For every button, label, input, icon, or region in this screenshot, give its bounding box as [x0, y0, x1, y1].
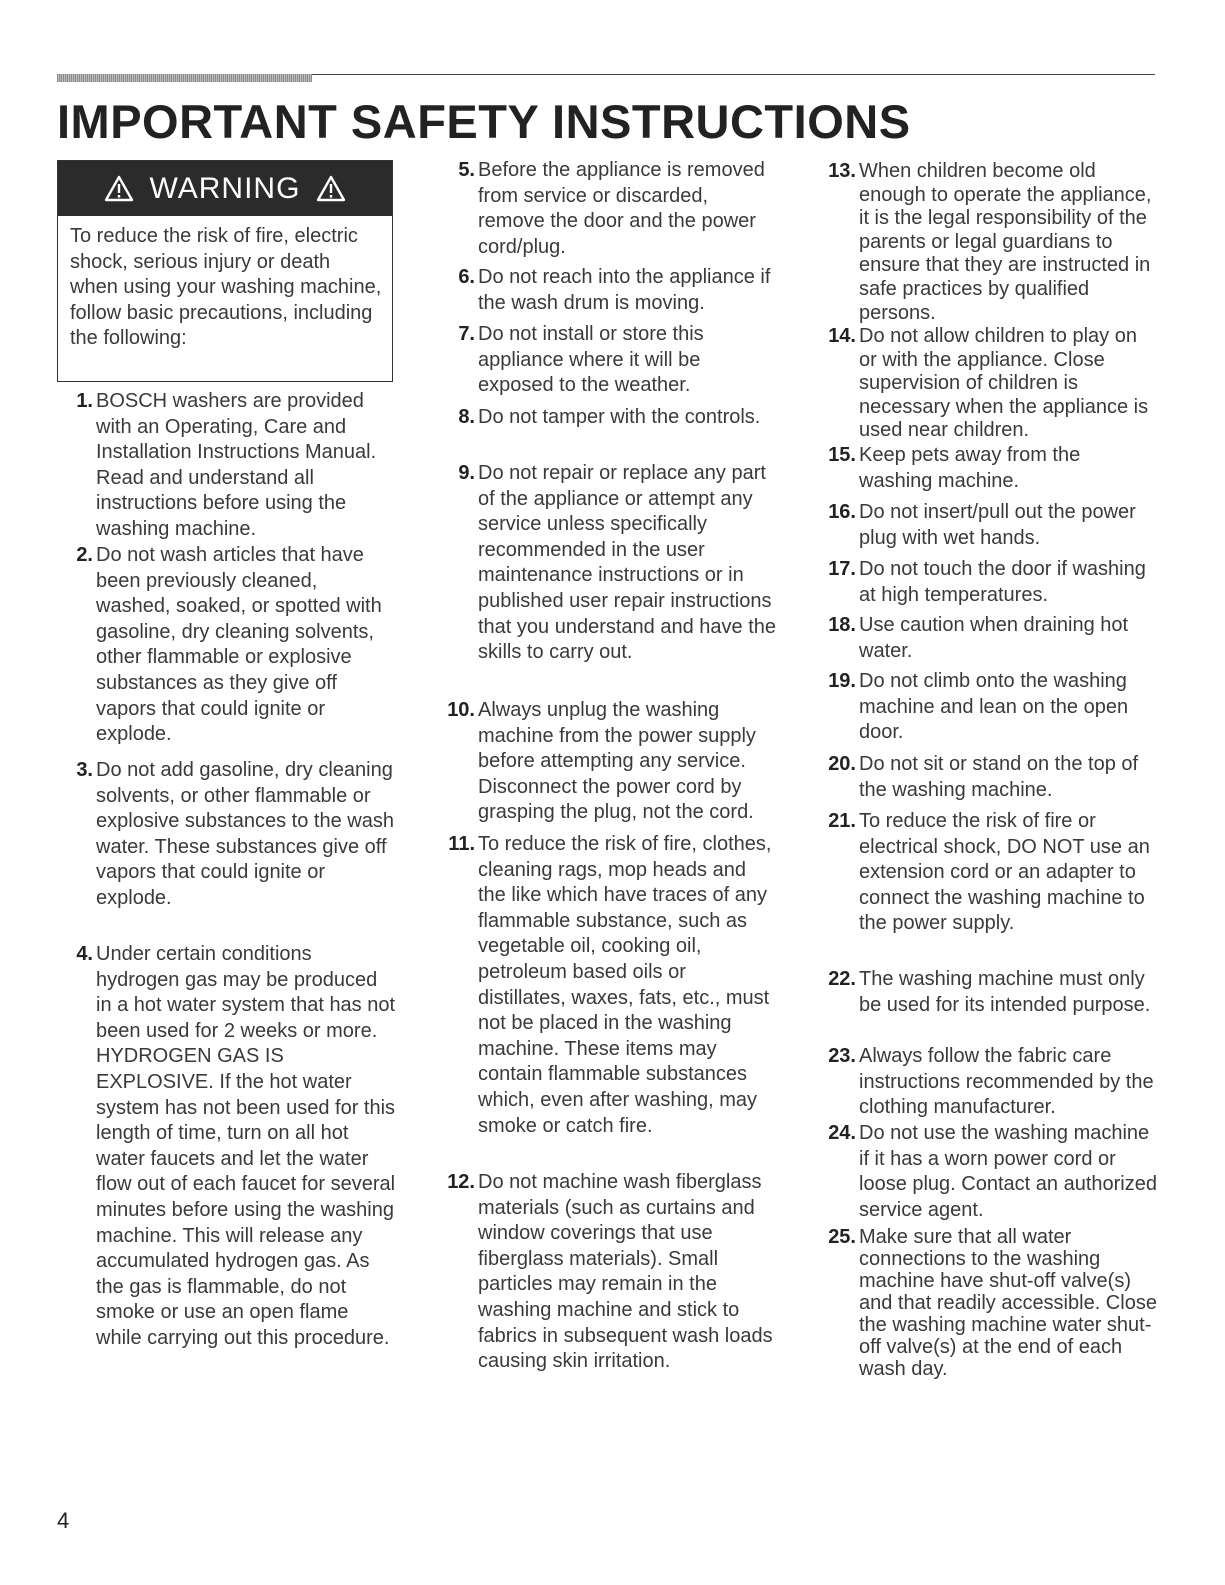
item-text: Do not touch the door if washing at high temperatures.	[859, 558, 1146, 606]
instruction-item	[828, 967, 1157, 1018]
item-number: 12.	[447, 1171, 475, 1193]
item-text: Do not tamper with the controls.	[478, 406, 761, 428]
item-number: 7.	[458, 323, 475, 345]
warning-header	[58, 161, 392, 216]
item-text: Do not repair or replace any part of the appliance or attempt any service unless specifically recommended in the user maintenance instructions or in published user repair instructions that you understand and have the skills to carry out.	[478, 462, 777, 664]
instruction-item	[76, 389, 396, 543]
header-rule-shaded	[57, 74, 312, 82]
item-text: Under certain conditions hydrogen gas may be produced in a hot water system that has not been used for 2 weeks or more. HYDROGEN GAS IS EXPLOSIVE. If the hot water system has not been used for this length of time, turn on all hot water faucets and let the water flow out of each faucet for several minutes before using the washing machine. This will release any accumulated hydrogen gas. As the gas is flammable, do not smoke or use an open flame while carrying out this procedure.	[96, 943, 396, 1349]
item-number: 11.	[448, 833, 475, 855]
item-number: 21.	[828, 810, 856, 832]
item-number: 1.	[76, 390, 93, 412]
instruction-item	[458, 322, 778, 399]
instruction-item	[448, 832, 778, 1139]
warning-title: WARNING	[149, 171, 301, 205]
item-text: Do not reach into the appliance if the wash drum is moving.	[478, 266, 771, 314]
item-number: 25.	[828, 1226, 856, 1248]
item-number: 23.	[828, 1045, 856, 1067]
instruction-item	[828, 613, 1157, 664]
instruction-item	[458, 265, 778, 316]
item-text: The washing machine must only be used for its intended purpose.	[859, 968, 1151, 1016]
warning-text: To reduce the risk of fire, electric shock, serious injury or death when using your washing machine, follow basic precautions, including the following:	[70, 225, 382, 350]
item-number: 10.	[447, 699, 475, 721]
item-text: Do not allow children to play on or with the appliance. Close supervision of children is necessary when the appliance is used near children.	[859, 325, 1149, 442]
item-text: Do not insert/pull out the power plug with wet hands.	[859, 501, 1136, 549]
instruction-item	[828, 325, 1157, 443]
instruction-item	[447, 1170, 778, 1375]
instruction-item	[828, 669, 1157, 746]
item-number: 16.	[828, 501, 856, 523]
instruction-item	[828, 1121, 1157, 1223]
item-text: When children become old enough to operate the appliance, it is the legal responsibility of the parents or legal guardians to ensure that they are instructed in safe practices by qualified persons.	[859, 160, 1152, 324]
page-title: IMPORTANT SAFETY INSTRUCTIONS	[57, 95, 911, 148]
item-number: 17.	[828, 558, 856, 580]
instruction-item	[458, 158, 778, 260]
item-number: 15.	[828, 444, 856, 466]
instruction-item	[828, 809, 1157, 937]
item-text: Do not wash articles that have been previously cleaned, washed, soaked, or spotted with gasoline, dry cleaning solvents, other flammable or explosive substances as they give off vapors that could ignite or explode.	[96, 544, 382, 746]
instruction-item	[458, 461, 778, 666]
item-text: To reduce the risk of fire or electrical shock, DO NOT use an extension cord or an adapter to connect the washing machine to the power supply.	[859, 810, 1150, 935]
instruction-item	[447, 698, 778, 826]
instruction-item	[828, 443, 1157, 494]
item-number: 22.	[828, 968, 856, 990]
item-number: 24.	[828, 1122, 856, 1144]
item-text: Make sure that all water connections to the washing machine have shut-off valve(s) and that readily accessible. Close the washing machine water shut-off valve(s) at the end of each wash day.	[859, 1226, 1157, 1380]
item-number: 8.	[458, 406, 475, 428]
item-number: 2.	[76, 544, 93, 566]
warning-triangle-icon	[104, 175, 134, 202]
instruction-item	[76, 543, 396, 748]
page-number: 4	[57, 1508, 70, 1533]
item-number: 9.	[458, 462, 475, 484]
item-text: Do not machine wash fiberglass materials (such as curtains and window coverings that use fiberglass materials). Small particles may remain in the washing machine and stick to fabrics in subsequent wash loads causing skin irritation.	[478, 1171, 773, 1373]
item-text: Use caution when draining hot water.	[859, 614, 1129, 662]
instruction-item	[828, 1044, 1157, 1121]
instruction-item	[76, 942, 396, 1352]
item-text: Do not add gasoline, dry cleaning solvents, or other flammable or explosive substances to the wash water. These substances give off vapors that could ignite or explode.	[96, 759, 394, 909]
instruction-item	[76, 758, 396, 912]
item-text: Do not climb onto the washing machine and lean on the open door.	[859, 670, 1129, 744]
instruction-item	[828, 557, 1157, 608]
item-number: 5.	[458, 159, 475, 181]
item-text: Always follow the fabric care instructions recommended by the clothing manufacturer.	[859, 1045, 1154, 1119]
item-number: 19.	[828, 670, 856, 692]
item-text: Always unplug the washing machine from the power supply before attempting any service. Disconnect the power cord by grasping the plug, not the cord.	[478, 699, 756, 824]
item-number: 3.	[76, 759, 93, 781]
item-number: 14.	[828, 325, 856, 347]
warning-triangle-icon	[316, 175, 346, 202]
instruction-item	[828, 1226, 1157, 1380]
warning-box	[57, 160, 393, 382]
item-number: 18.	[828, 614, 856, 636]
item-text: Do not install or store this appliance where it will be exposed to the weather.	[478, 323, 704, 397]
item-text: To reduce the risk of fire, clothes, cleaning rags, mop heads and the like which have traces of any flammable substance, such as vegetable oil, cooking oil, petroleum based oils or distillates, waxes, fats, etc., must not be placed in the washing machine. These items may contain flammable substances which, even after washing, may smoke or catch fire.	[478, 833, 772, 1137]
item-text: Do not use the washing machine if it has a worn power cord or loose plug. Contact an authorized service agent.	[859, 1122, 1157, 1221]
item-text: BOSCH washers are provided with an Operating, Care and Installation Instructions Manual. Read and understand all instructions before using the washing machine.	[96, 390, 377, 540]
item-number: 6.	[458, 266, 475, 288]
instruction-item	[458, 405, 778, 431]
instruction-item	[828, 500, 1157, 551]
item-number: 13.	[828, 160, 856, 182]
item-text: Keep pets away from the washing machine.	[859, 444, 1081, 492]
item-number: 20.	[828, 753, 856, 775]
item-number: 4.	[76, 943, 93, 965]
header-rule-line	[312, 74, 1155, 75]
instruction-item	[828, 160, 1157, 325]
item-text: Before the appliance is removed from service or discarded, remove the door and the power cord/plug.	[478, 159, 765, 258]
instruction-item	[828, 752, 1157, 803]
item-text: Do not sit or stand on the top of the washing machine.	[859, 753, 1139, 801]
